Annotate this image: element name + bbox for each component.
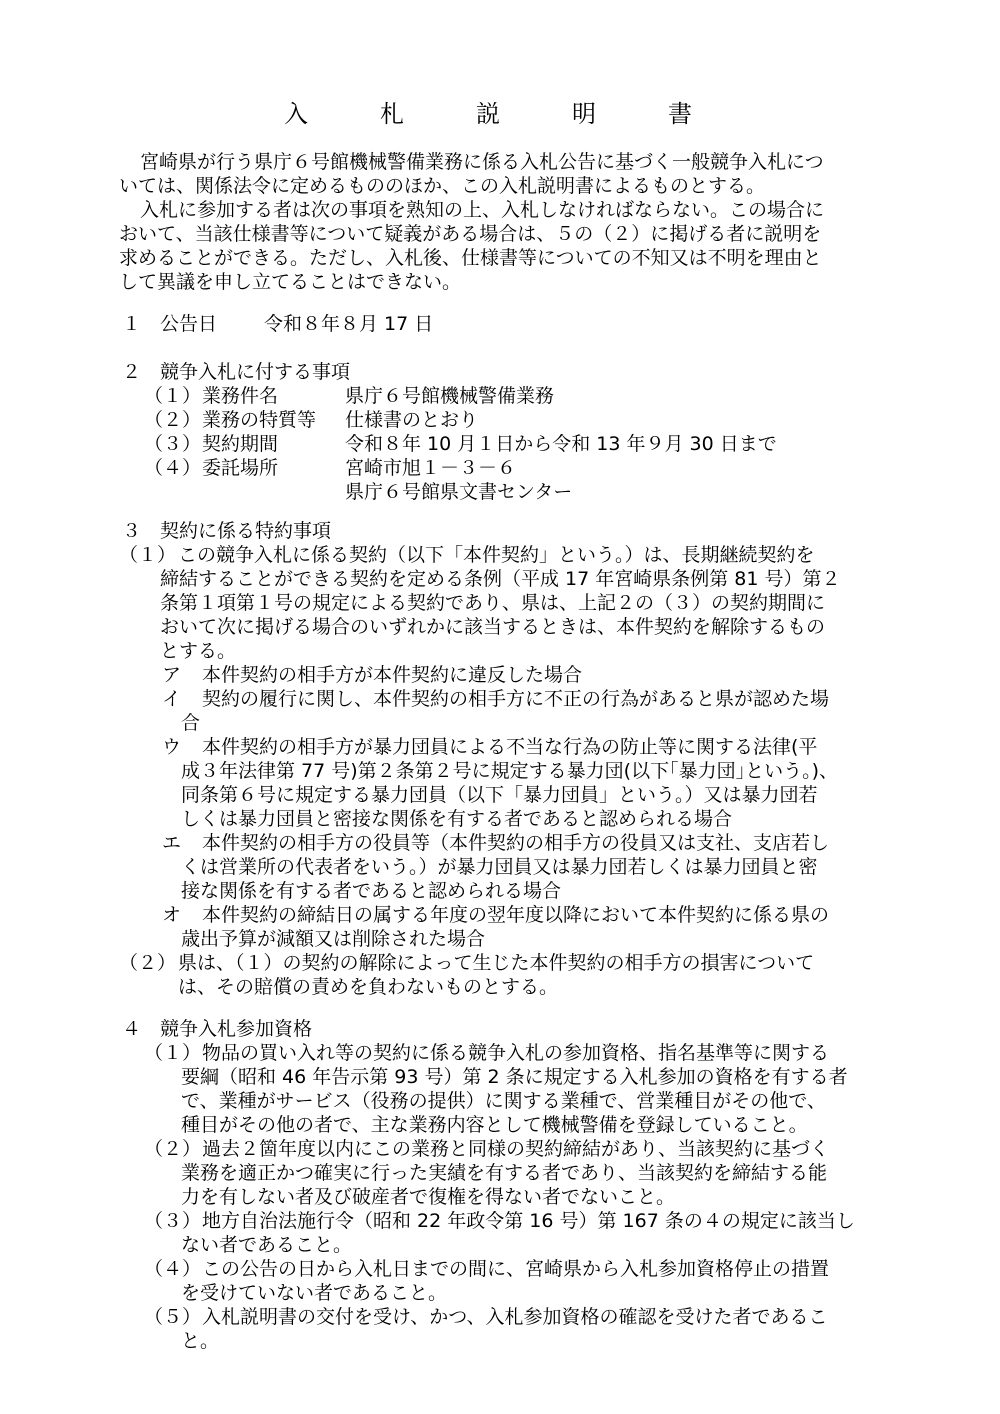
intro-line: おいて、当該仕様書等について疑義がある場合は、５の（２）に掲げる者に説明を [119,223,822,245]
item-value: 仕様書のとおり [345,409,479,431]
paragraph-line: で、業種がサービス（役務の提供）に関する業種で、営業種目がその他で、 [181,1090,826,1112]
item-value: 令和８年 10 月１日から令和 13 年９月 30 日まで [345,433,777,455]
sub-item-line: 歳出予算が減額又は削除された場合 [181,928,486,950]
section-number: １ [122,313,142,335]
sub-item-line: しくは暴力団員と密接な関係を有する者であると認められる場合 [181,808,733,830]
sub-item-line: 成３年法律第 77 号)第２条第２号に規定する暴力団(以下｢暴力団｣という。)、 [181,760,838,782]
paragraph-line: 要綱（昭和 46 年告示第 93 号）第 2 条に規定する入札参加の資格を有する者 [181,1066,848,1088]
item-value: 県庁６号館県文書センター [345,481,573,503]
sub-item-line: 本件契約の相手方の役員等（本件契約の相手方の役員又は支社、支店若し [202,832,830,854]
item-label: 委託場所 [202,457,279,479]
paragraph-line: 過去２箇年度以内にこの業務と同様の契約締結があり、当該契約に基づく [202,1138,830,1160]
sub-item-line: 合 [181,712,201,734]
intro-line: いては、関係法令に定めるもののほか、この入札説明書によるものとする。 [119,175,766,197]
announcement-date: 令和８年８月 17 日 [264,313,434,335]
item-number: （４） [144,1258,202,1280]
sub-item-mark: イ [162,688,182,710]
paragraph-line: この競争入札に係る契約（以下「本件契約」という。）は、長期継続契約を [178,544,815,566]
document-title: 入 札 説 明 書 [284,100,716,128]
item-value: 県庁６号館機械警備業務 [345,385,555,407]
intro-line: 求めることができる。ただし、入札後、仕様書等についての不知又は不明を理由と [119,247,822,269]
item-number: （５） [144,1306,202,1328]
item-number: （１） [144,385,202,407]
sub-item-mark: ア [162,664,182,686]
sub-item-line: 本件契約の締結日の属する年度の翌年度以降において本件契約に係る県の [202,904,830,926]
section-heading: 契約に係る特約事項 [160,520,332,542]
item-number: （２） [144,1138,202,1160]
sub-item-mark: ウ [162,736,182,758]
paragraph-line: 物品の買い入れ等の契約に係る競争入札の参加資格、指名基準等に関する [202,1042,830,1064]
sub-item-line: 契約の履行に関し、本件契約の相手方に不正の行為があると県が認めた場 [202,688,830,710]
item-number: （３） [144,1210,202,1232]
sub-item-line: くは営業所の代表者をいう。）が暴力団員又は暴力団若しくは暴力団員と密 [181,856,818,878]
item-label: 業務の特質等 [202,409,317,431]
paragraph-line: 県は、（１）の契約の解除によって生じた本件契約の相手方の損害について [178,952,815,974]
paragraph-line: 業務を適正かつ確実に行った実績を有する者であり、当該契約を締結する能 [181,1162,828,1184]
section-heading: 競争入札に付する事項 [160,361,351,383]
intro-line: 入札に参加する者は次の事項を熟知の上、入札しなければならない。この場合に [140,199,825,221]
section-heading: 公告日 [160,313,218,335]
item-number: （４） [144,457,202,479]
item-number: （１） [144,1042,202,1064]
sub-item-mark: オ [162,904,182,926]
item-value: 宮崎市旭１－３－６ [345,457,517,479]
paragraph-line: 力を有しない者及び破産者で復権を得ない者でないこと。 [181,1186,676,1208]
paragraph-line: 種目がその他の者で、主な業務内容として機械警備を登録していること。 [181,1114,808,1136]
paragraph-line: 入札説明書の交付を受け、かつ、入札参加資格の確認を受けた者であるこ [202,1306,828,1328]
section-heading: 競争入札参加資格 [160,1018,313,1040]
section-number: ４ [122,1018,142,1040]
item-number: （１） [119,544,177,566]
sub-item-line: 同条第６号に規定する暴力団員（以下「暴力団員」という。）又は暴力団若 [181,784,818,806]
paragraph-line: とする。 [160,640,237,662]
section-number: ２ [122,361,142,383]
item-label: 契約期間 [202,433,279,455]
paragraph-line: 締結することができる契約を定める条例（平成 17 年宮崎県条例第 81 号）第２ [160,568,841,590]
paragraph-line: おいて次に掲げる場合のいずれかに該当するときは、本件契約を解除するもの [160,616,826,638]
intro-line: して異議を申し立てることはできない。 [119,271,462,293]
paragraph-line: 条第１項第１号の規定による契約であり、県は、上記２の（３）の契約期間に [160,592,826,614]
sub-item-line: 本件契約の相手方が暴力団員による不当な行為の防止等に関する法律(平 [202,736,818,758]
section-number: ３ [122,520,142,542]
paragraph-line: と。 [181,1330,220,1352]
paragraph-line: ない者であること。 [181,1234,353,1256]
paragraph-line: を受けていない者であること。 [181,1282,448,1304]
item-number: （２） [119,952,177,974]
sub-item-mark: エ [162,832,182,854]
sub-item-line: 本件契約の相手方が本件契約に違反した場合 [202,664,583,686]
paragraph-line: 地方自治法施行令（昭和 22 年政令第 16 号）第 167 条の４の規定に該当し [202,1210,855,1232]
item-number: （３） [144,433,202,455]
sub-item-line: 接な関係を有する者であると認められる場合 [181,880,562,902]
paragraph-line: この公告の日から入札日までの間に、宮崎県から入札参加資格停止の措置 [202,1258,830,1280]
paragraph-line: は、その賠償の責めを負わないものとする。 [178,976,559,998]
intro-line: 宮崎県が行う県庁６号館機械警備業務に係る入札公告に基づく一般競争入札につ [140,151,824,173]
item-label: 業務件名 [202,385,279,407]
item-number: （２） [144,409,202,431]
